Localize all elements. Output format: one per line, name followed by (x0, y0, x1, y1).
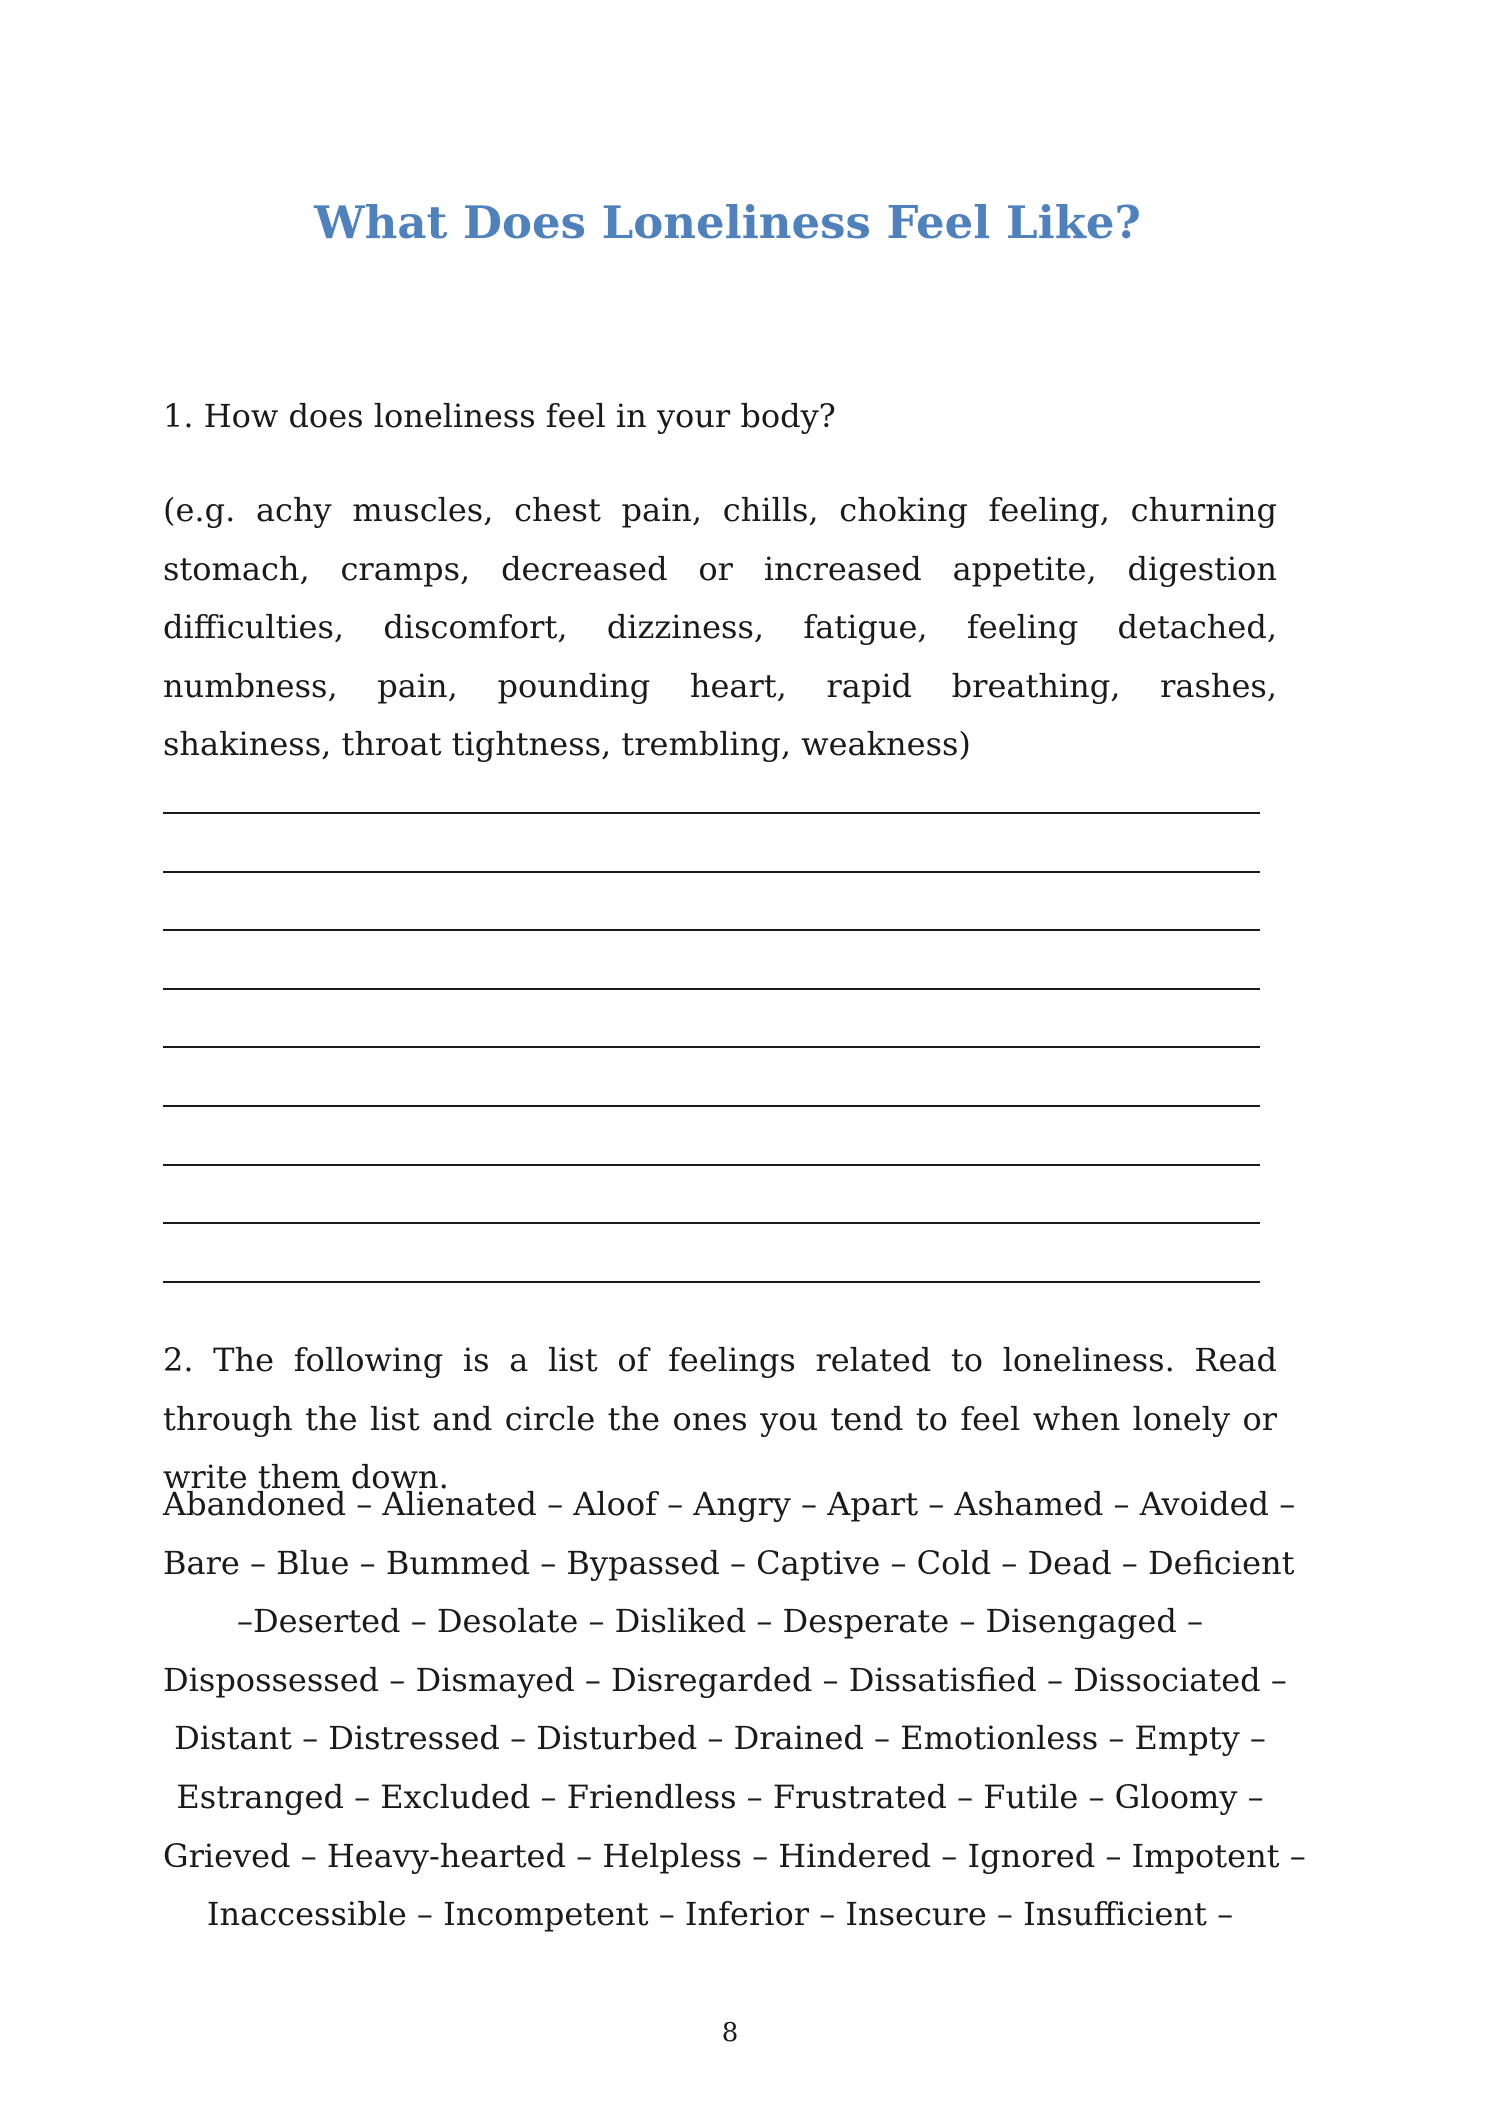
answer-line[interactable] (163, 1222, 1260, 1224)
answer-lines (163, 812, 1260, 1339)
answer-line[interactable] (163, 1046, 1260, 1048)
feelings-line: Dispossessed – Dismayed – Disregarded – Dissatisfied – Dissociated – (163, 1660, 1287, 1699)
answer-line[interactable] (163, 812, 1260, 814)
answer-line[interactable] (163, 1105, 1260, 1107)
question-1-examples: (e.g. achy muscles, chest pain, chills, choking feeling, churning stomach, cramps, decreased or increased appetite, digestion difficulties, discomfort, dizziness, fatigue, feeling detached, numbness, pain, pounding heart, rapid breathing, rashes, shakiness, throat tightness, trembling, weakness) (163, 491, 1277, 764)
question-1-prompt: 1. How does loneliness feel in your body? (163, 397, 836, 435)
feelings-line: Estranged – Excluded – Friendless – Frustrated – Futile – Gloomy – (176, 1777, 1264, 1816)
answer-line[interactable] (163, 929, 1260, 931)
feelings-list (163, 1475, 1306, 1944)
answer-line[interactable] (163, 1281, 1260, 1283)
answer-line[interactable] (163, 871, 1260, 873)
feelings-line: Bare – Blue – Bummed – Bypassed – Captive – Cold – Dead – Deficient (163, 1543, 1295, 1582)
feelings-line: Grieved – Heavy-hearted – Helpless – Hindered – Ignored – Impotent – (163, 1836, 1306, 1875)
feelings-line: Inaccessible – Incompetent – Inferior – Insecure – Insufficient – (206, 1895, 1234, 1934)
feelings-line: Abandoned – Alienated – Aloof – Angry – Apart – Ashamed – Avoided – (163, 1485, 1296, 1523)
answer-line[interactable] (163, 988, 1260, 990)
feelings-line: Distant – Distressed – Disturbed – Drained – Emotionless – Empty – (174, 1719, 1266, 1758)
page-number: 8 (721, 2018, 739, 2048)
question-2-prompt: 2. The following is a list of feelings related to loneliness. Read through the list and circle the ones you tend to feel when lonely or write them down. (163, 1341, 1277, 1497)
feelings-line: –Deserted – Desolate – Disliked – Desperate – Disengaged – (237, 1602, 1203, 1641)
page-title: What Does Loneliness Feel Like? (314, 196, 1141, 249)
answer-line[interactable] (163, 1164, 1260, 1166)
